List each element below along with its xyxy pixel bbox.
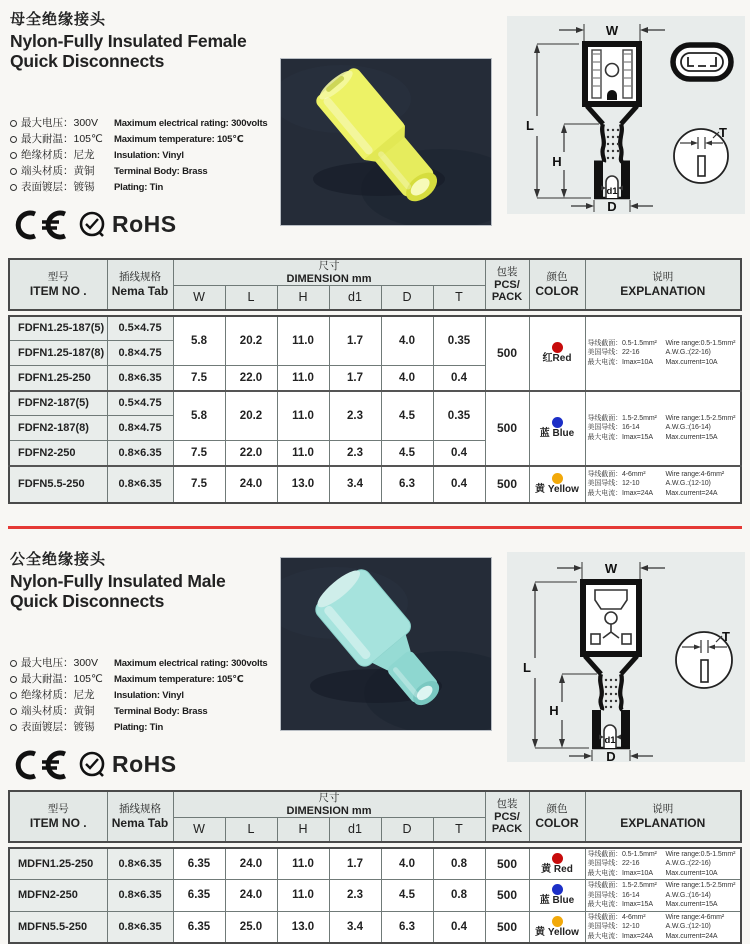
bullet-icon	[10, 660, 17, 667]
explanation-cell: 导线截面：0.5-1.5mm² 美国导线：22-16 最大电流：Imax=10A Wire range:0.5-1.5mm² A.W.G.:(22-16) Max.current=10A	[585, 848, 741, 880]
dim-cell: 2.3	[329, 880, 381, 912]
dim-cell: 6.3	[381, 466, 433, 503]
pack-cell: 500	[485, 391, 529, 466]
table-row	[9, 848, 741, 880]
male-title-en: Nylon-Fully Insulated Male Quick Disconnects	[10, 571, 268, 611]
dim-cell: 4.5	[381, 880, 433, 912]
spec-row: 表面镀层：镀锡 Plating: Tin	[10, 182, 268, 194]
dim-cell: 0.8	[433, 880, 485, 912]
female-item-table	[8, 258, 742, 504]
svg-text:W: W	[605, 561, 618, 576]
color-cell: 红Red	[529, 316, 585, 391]
male-terminal-image	[281, 558, 491, 730]
dim-cell: 6.35	[173, 880, 225, 912]
header-d1: d1	[329, 818, 381, 842]
item-no-cell: FDFN2-250	[9, 441, 107, 466]
header-h: H	[277, 286, 329, 310]
header-d1: d1	[329, 286, 381, 310]
nema-cell: 0.8×6.35	[107, 366, 173, 391]
female-table-header	[8, 258, 742, 311]
item-no-cell: FDFN1.25-187(8)	[9, 341, 107, 366]
dim-cell: 4.0	[381, 366, 433, 391]
certifications	[10, 750, 268, 780]
dim-cell: 0.4	[433, 466, 485, 503]
dim-cell: 0.4	[433, 441, 485, 466]
nema-cell: 0.8×4.75	[107, 416, 173, 441]
item-no-cell: FDFN5.5-250	[9, 466, 107, 503]
svg-text:D: D	[607, 199, 616, 214]
dim-cell: 0.4	[433, 911, 485, 943]
female-spec-list	[10, 118, 268, 194]
female-table-body	[8, 315, 742, 504]
ce-mark-icon	[10, 210, 72, 240]
pack-cell: 500	[485, 848, 529, 880]
item-no-cell: MDFN2-250	[9, 880, 107, 912]
spec-row: 端头材质：黄铜 Terminal Body: Brass	[10, 166, 268, 178]
dim-cell: 24.0	[225, 848, 277, 880]
table-row	[9, 880, 741, 912]
pack-cell: 500	[485, 911, 529, 943]
dim-cell: 4.5	[381, 441, 433, 466]
certification-stamp-icon	[78, 210, 106, 240]
dim-cell: 1.7	[329, 316, 381, 366]
dim-cell: 4.0	[381, 848, 433, 880]
spec-row: 最大电压：300V Maximum electrical rating: 300volts	[10, 658, 268, 670]
header-pack: 包装 PCS/ PACK	[485, 791, 529, 842]
dim-cell: 24.0	[225, 466, 277, 503]
svg-text:L: L	[526, 118, 534, 133]
female-dimension-drawing	[507, 16, 745, 214]
male-table-body	[8, 847, 742, 944]
dim-cell: 24.0	[225, 880, 277, 912]
header-dimension: 尺寸 DIMENSION mm	[173, 259, 485, 286]
bullet-icon	[10, 136, 17, 143]
pack-cell: 500	[485, 880, 529, 912]
dim-cell: 25.0	[225, 911, 277, 943]
table-row	[9, 316, 741, 341]
bullet-icon	[10, 168, 17, 175]
section-divider	[8, 526, 742, 529]
dim-cell: 11.0	[277, 880, 329, 912]
male-product-photo	[280, 557, 492, 731]
male-info-column	[10, 548, 268, 780]
female-diagram	[507, 16, 745, 214]
spec-row: 绝缘材质：尼龙 Insulation: Vinyl	[10, 150, 268, 162]
dim-cell: 5.8	[173, 391, 225, 441]
header-color: 颜色 COLOR	[529, 791, 585, 842]
dim-cell: 7.5	[173, 466, 225, 503]
nema-cell: 0.8×4.75	[107, 341, 173, 366]
explanation-cell: 导线截面：1.5-2.5mm² 美国导线：16-14 最大电流：Imax=15A Wire range:1.5-2.5mm² A.W.G.:(16-14) Max.current=15A	[585, 880, 741, 912]
color-cell: 黄 Red	[529, 848, 585, 880]
dim-cell: 1.7	[329, 848, 381, 880]
nema-cell: 0.8×6.35	[107, 911, 173, 943]
female-info-column	[10, 8, 268, 240]
svg-text:d1: d1	[606, 186, 618, 197]
color-dot	[552, 473, 563, 484]
item-no-cell: MDFN5.5-250	[9, 911, 107, 943]
header-item-no: 型号 ITEM NO .	[9, 791, 107, 842]
dim-cell: 0.4	[433, 366, 485, 391]
explanation-cell: 导线截面：4-6mm² 美国导线：12-10 最大电流：Imax=24A Wire range:4-6mm² A.W.G.:(12-10) Max.current=24A	[585, 466, 741, 503]
header-h: H	[277, 818, 329, 842]
dim-cell: 6.35	[173, 848, 225, 880]
dim-cell: 11.0	[277, 391, 329, 441]
nema-cell: 0.8×6.35	[107, 441, 173, 466]
dim-cell: 3.4	[329, 466, 381, 503]
svg-text:W: W	[606, 23, 619, 38]
pack-cell: 500	[485, 466, 529, 503]
female-product-photo	[280, 58, 492, 226]
bullet-icon	[10, 152, 17, 159]
male-spec-list	[10, 658, 268, 734]
spec-row: 绝缘材质：尼龙 Insulation: Vinyl	[10, 690, 268, 702]
table-row	[9, 466, 741, 503]
svg-text:H: H	[552, 154, 561, 169]
spec-row: 最大耐温：105℃ Maximum temperature: 105℃	[10, 674, 268, 686]
dim-cell: 20.2	[225, 316, 277, 366]
explanation-cell: 导线截面：4-6mm² 美国导线：12-10 最大电流：Imax=24A Wire range:4-6mm² A.W.G.:(12-10) Max.current=24A	[585, 911, 741, 943]
header-nema-tab: 插线规格 Nema Tab	[107, 259, 173, 310]
item-no-cell: FDFN2-187(5)	[9, 391, 107, 416]
bullet-icon	[10, 184, 17, 191]
table-row	[9, 911, 741, 943]
spec-row: 端头材质：黄铜 Terminal Body: Brass	[10, 706, 268, 718]
svg-text:T: T	[719, 125, 727, 140]
nema-cell: 0.5×4.75	[107, 316, 173, 341]
female-terminal-image	[281, 59, 491, 225]
dim-cell: 13.0	[277, 911, 329, 943]
color-dot	[552, 916, 563, 927]
male-table-header	[8, 790, 742, 843]
color-cell: 蓝 Blue	[529, 391, 585, 466]
header-d: D	[381, 818, 433, 842]
dim-cell: 6.3	[381, 911, 433, 943]
item-no-cell: FDFN1.25-250	[9, 366, 107, 391]
dim-cell: 11.0	[277, 441, 329, 466]
male-dimension-drawing	[507, 552, 745, 762]
bullet-icon	[10, 724, 17, 731]
male-title-zh: 公全绝缘接头	[10, 548, 268, 569]
header-w: W	[173, 818, 225, 842]
bullet-icon	[10, 708, 17, 715]
spec-row: 最大电压：300V Maximum electrical rating: 300volts	[10, 118, 268, 130]
ce-mark-icon	[10, 750, 72, 780]
nema-cell: 0.8×6.35	[107, 466, 173, 503]
color-dot	[552, 853, 563, 864]
header-explanation: 说明 EXPLANATION	[585, 259, 741, 310]
dim-cell: 2.3	[329, 391, 381, 441]
nema-cell: 0.8×6.35	[107, 848, 173, 880]
header-color: 颜色 COLOR	[529, 259, 585, 310]
female-title-zh: 母全绝缘接头	[10, 8, 268, 29]
dim-cell: 7.5	[173, 366, 225, 391]
dim-cell: 0.35	[433, 316, 485, 366]
header-t: T	[433, 818, 485, 842]
dim-cell: 4.5	[381, 391, 433, 441]
rohs-label: RoHS	[112, 751, 177, 778]
dim-cell: 11.0	[277, 316, 329, 366]
dim-cell: 2.3	[329, 441, 381, 466]
nema-cell: 0.5×4.75	[107, 391, 173, 416]
header-l: L	[225, 286, 277, 310]
bullet-icon	[10, 692, 17, 699]
color-dot	[552, 342, 563, 353]
dim-cell: 6.35	[173, 911, 225, 943]
item-no-cell: MDFN1.25-250	[9, 848, 107, 880]
dim-cell: 11.0	[277, 366, 329, 391]
rohs-label: RoHS	[112, 211, 177, 238]
header-nema-tab: 插线规格 Nema Tab	[107, 791, 173, 842]
spec-row: 表面镀层：镀锡 Plating: Tin	[10, 722, 268, 734]
header-explanation: 说明 EXPLANATION	[585, 791, 741, 842]
dim-cell: 22.0	[225, 441, 277, 466]
color-dot	[552, 417, 563, 428]
dim-cell: 0.35	[433, 391, 485, 441]
dim-cell: 22.0	[225, 366, 277, 391]
nema-cell: 0.8×6.35	[107, 880, 173, 912]
header-pack: 包装 PCS/ PACK	[485, 259, 529, 310]
header-t: T	[433, 286, 485, 310]
dim-cell: 4.0	[381, 316, 433, 366]
female-title-en: Nylon-Fully Insulated Female Quick Disconnects	[10, 31, 268, 71]
item-no-cell: FDFN2-187(8)	[9, 416, 107, 441]
header-w: W	[173, 286, 225, 310]
dim-cell: 3.4	[329, 911, 381, 943]
male-diagram	[507, 552, 745, 762]
pack-cell: 500	[485, 316, 529, 391]
color-cell: 黄 Yellow	[529, 466, 585, 503]
spec-row: 最大耐温：105℃ Maximum temperature: 105℃	[10, 134, 268, 146]
dim-cell: 20.2	[225, 391, 277, 441]
header-item-no: 型号 ITEM NO .	[9, 259, 107, 310]
explanation-cell: 导线截面：0.5-1.5mm² 美国导线：22-16 最大电流：Imax=10A Wire range:0.5-1.5mm² A.W.G.:(22-16) Max.current=10A	[585, 316, 741, 391]
color-dot	[552, 884, 563, 895]
svg-text:T: T	[722, 629, 730, 644]
dim-cell: 1.7	[329, 366, 381, 391]
dim-cell: 11.0	[277, 848, 329, 880]
item-no-cell: FDFN1.25-187(5)	[9, 316, 107, 341]
explanation-cell: 导线截面：1.5-2.5mm² 美国导线：16-14 最大电流：Imax=15A Wire range:1.5-2.5mm² A.W.G.:(16-14) Max.current=15A	[585, 391, 741, 466]
color-cell: 蓝 Blue	[529, 880, 585, 912]
color-cell: 黄 Yellow	[529, 911, 585, 943]
certifications	[10, 210, 268, 240]
certification-stamp-icon	[78, 750, 106, 780]
dim-cell: 13.0	[277, 466, 329, 503]
table-row	[9, 391, 741, 416]
dim-cell: 5.8	[173, 316, 225, 366]
header-d: D	[381, 286, 433, 310]
bullet-icon	[10, 120, 17, 127]
header-dimension: 尺寸 DIMENSION mm	[173, 791, 485, 818]
header-l: L	[225, 818, 277, 842]
svg-text:d1: d1	[604, 735, 616, 746]
bullet-icon	[10, 676, 17, 683]
svg-text:H: H	[549, 703, 558, 718]
svg-text:D: D	[606, 749, 615, 762]
dim-cell: 0.8	[433, 848, 485, 880]
dim-cell: 7.5	[173, 441, 225, 466]
male-item-table	[8, 790, 742, 944]
svg-text:L: L	[523, 660, 531, 675]
